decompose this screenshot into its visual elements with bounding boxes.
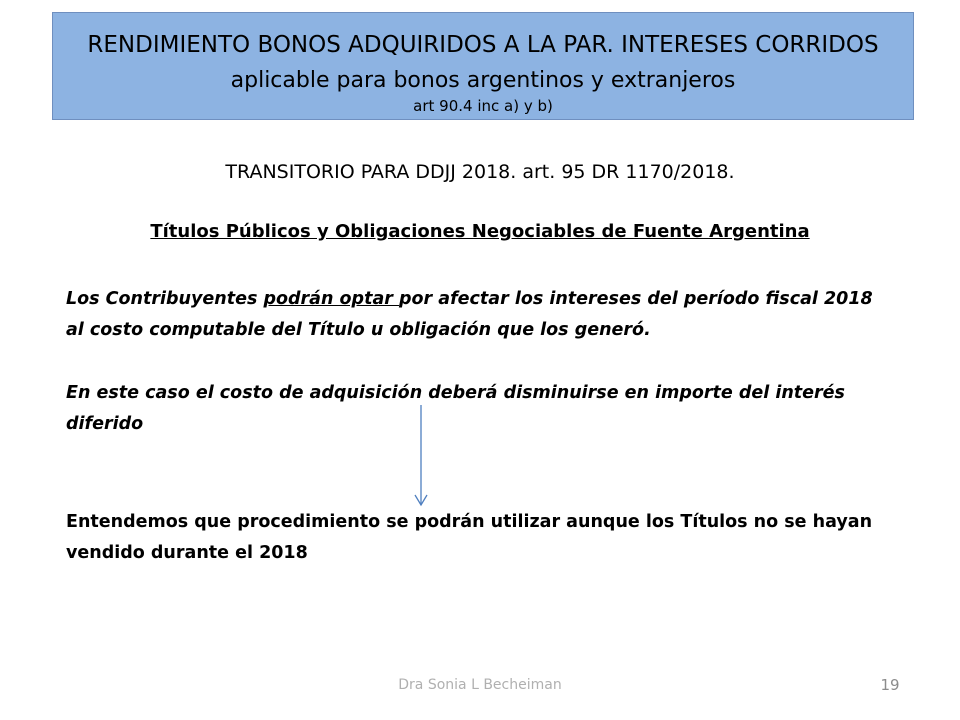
slide-title-subline: aplicable para bonos argentinos y extranjeros xyxy=(230,68,736,93)
paragraph-option-end: por afectar los intereses del período fiscal 2018 al costo computable del Título u obligación que los generó. xyxy=(66,289,873,340)
paragraph-option xyxy=(66,284,896,346)
section-subtitle: Títulos Públicos y Obligaciones Negociables de Fuente Argentina xyxy=(150,221,810,242)
title-banner xyxy=(52,12,914,120)
slide-title: RENDIMIENTO BONOS ADQUIRIDOS A LA PAR. INTERESES CORRIDOS xyxy=(87,32,879,58)
slide-number: 19 xyxy=(880,676,900,694)
paragraph-cost-reduction: En este caso el costo de adquisición deberá disminuirse en importe del interés diferido xyxy=(66,383,845,434)
paragraph-option-start: Los Contribuyentes xyxy=(66,289,264,309)
footer-author: Dra Sonia L Becheiman xyxy=(398,677,562,693)
transitorio-heading: TRANSITORIO PARA DDJJ 2018. art. 95 DR 1170/2018. xyxy=(225,161,735,183)
down-arrow-icon xyxy=(410,405,432,509)
paragraph-option-underlined: podrán optar xyxy=(263,289,399,309)
paragraph-conclusion: Entendemos que procedimiento se podrán utilizar aunque los Títulos no se hayan vendido durante el 2018 xyxy=(66,512,873,563)
slide-title-reference: art 90.4 inc a) y b) xyxy=(413,97,553,115)
